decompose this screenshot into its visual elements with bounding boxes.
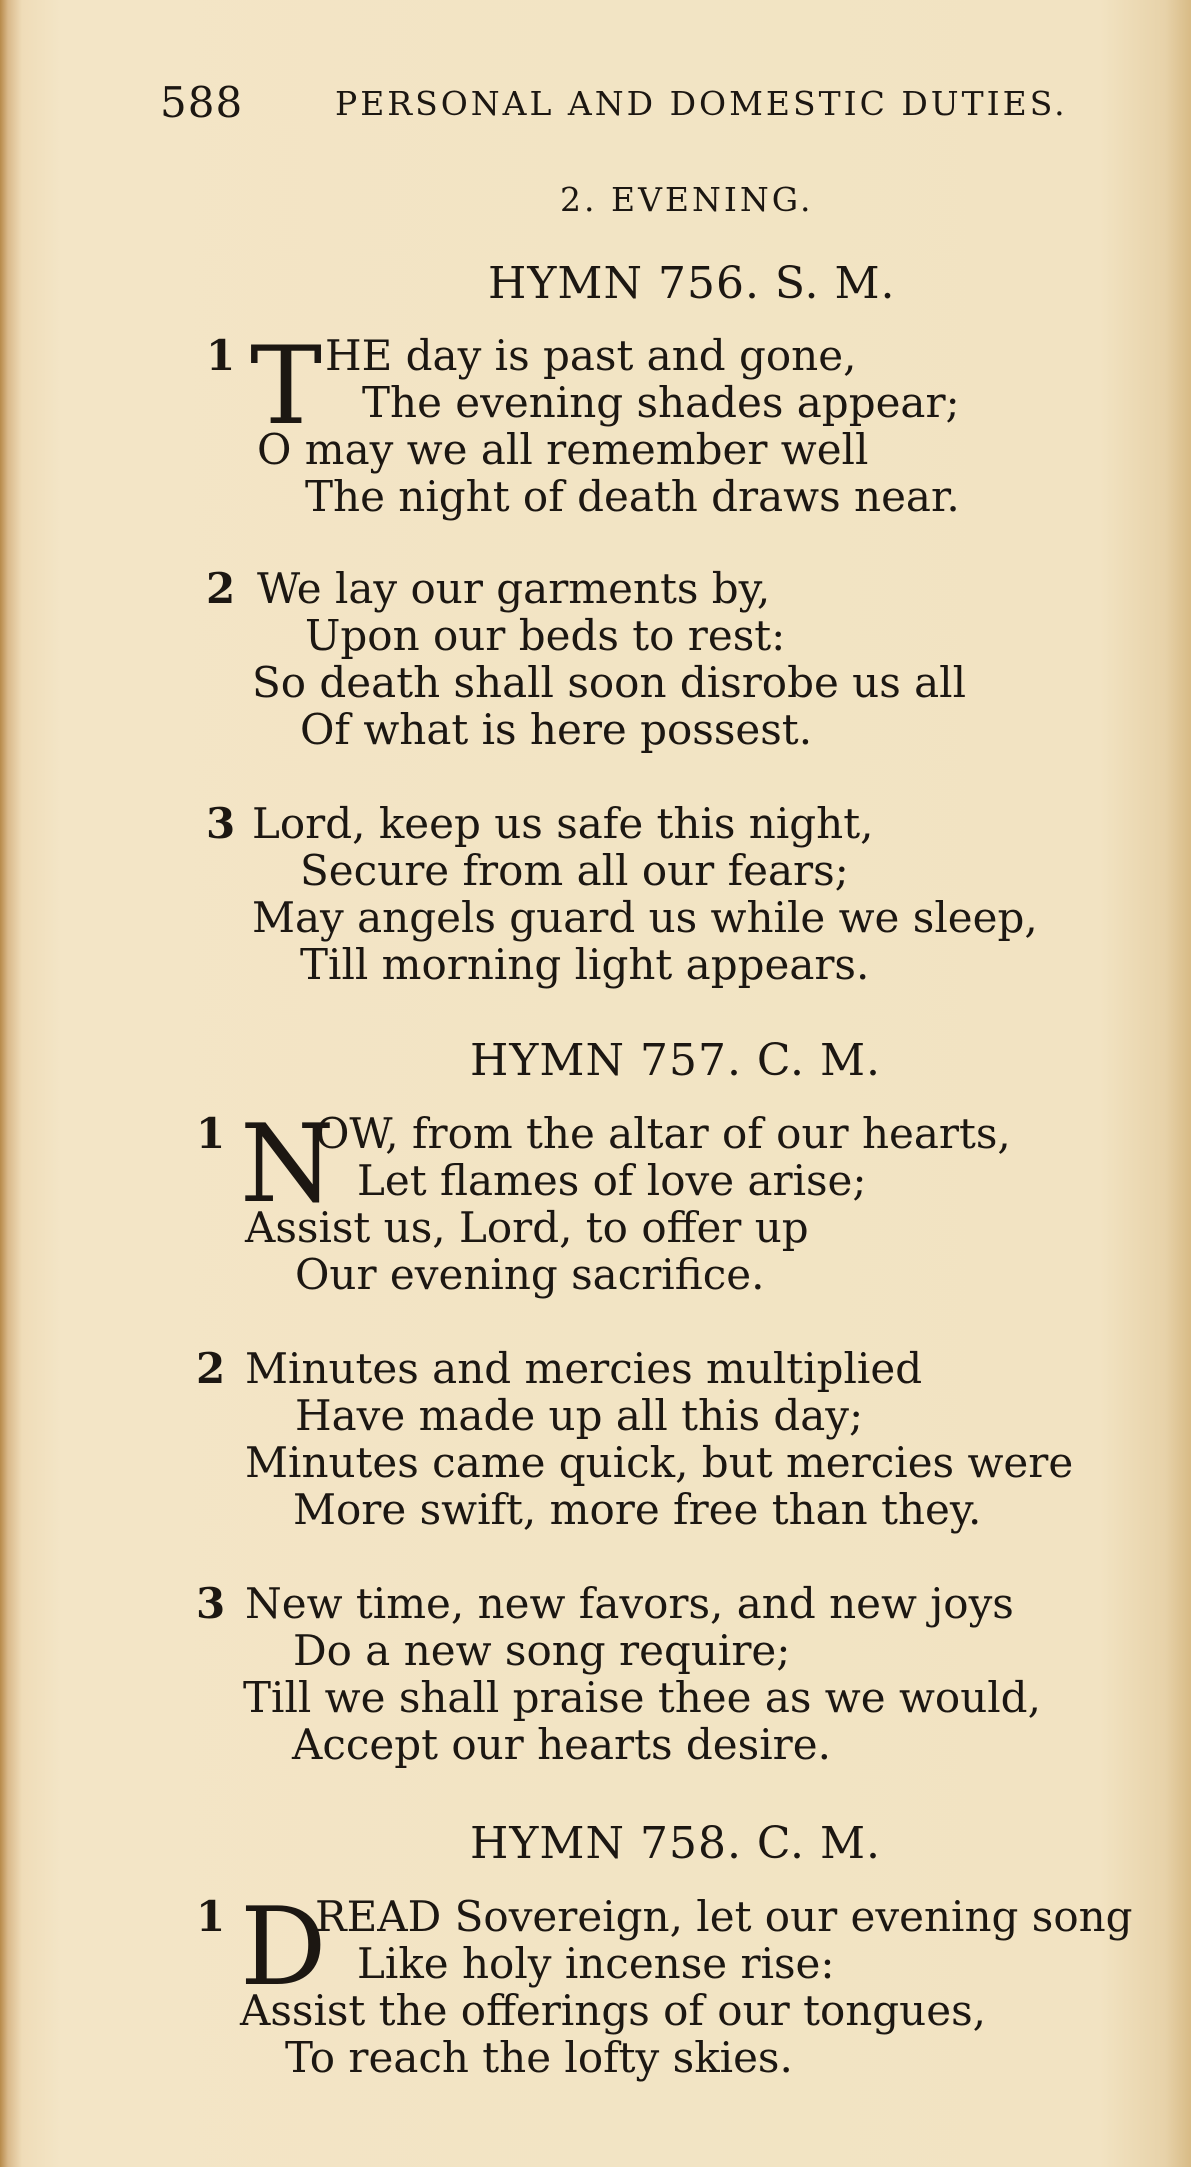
verse-line: Assist us, Lord, to offer up xyxy=(245,1203,809,1252)
verse-line: HE day is past and gone, xyxy=(325,331,857,380)
verse-line: OW, from the altar of our hearts, xyxy=(315,1109,1011,1158)
stanza-number: 2 xyxy=(196,1344,226,1393)
section-heading: 2. EVENING. xyxy=(560,180,814,219)
verse-line: New time, new favors, and new joys xyxy=(245,1579,1014,1628)
verse-line: To reach the lofty skies. xyxy=(285,2033,793,2082)
verse-line: Upon our beds to rest: xyxy=(305,611,786,660)
page-number: 588 xyxy=(160,78,244,127)
verse-line: O may we all remember well xyxy=(257,425,869,474)
hymn-756-title: HYMN 756. S. M. xyxy=(488,258,896,309)
stanza-number: 3 xyxy=(196,1579,226,1628)
verse-line: The evening shades appear; xyxy=(362,378,960,427)
verse-line: More swift, more free than they. xyxy=(293,1485,982,1534)
stanza-number: 3 xyxy=(206,799,236,848)
drop-capital: N xyxy=(240,1102,335,1227)
verse-line: Secure from all our fears; xyxy=(300,846,849,895)
drop-capital: D xyxy=(240,1885,327,2010)
stanza-number: 2 xyxy=(206,564,236,613)
verse-line: Assist the offerings of our tongues, xyxy=(240,1986,986,2035)
verse-line: Till morning light appears. xyxy=(300,940,870,989)
verse-line: May angels guard us while we sleep, xyxy=(252,893,1038,942)
hymn-757-title: HYMN 757. C. M. xyxy=(470,1035,882,1086)
hymn-758-title: HYMN 758. C. M. xyxy=(470,1818,882,1869)
verse-line: Do a new song require; xyxy=(293,1626,791,1675)
verse-line: So death shall soon disrobe us all xyxy=(252,658,967,707)
verse-line: Minutes and mercies multiplied xyxy=(245,1344,923,1393)
verse-line: We lay our garments by, xyxy=(257,564,771,613)
verse-line: Accept our hearts desire. xyxy=(292,1720,831,1769)
stanza-number: 1 xyxy=(206,331,236,380)
verse-line: Like holy incense rise: xyxy=(357,1939,835,1988)
running-title: PERSONAL AND DOMESTIC DUTIES. xyxy=(335,84,1068,123)
verse-line: Till we shall praise thee as we would, xyxy=(243,1673,1041,1722)
drop-capital: T xyxy=(250,324,323,449)
verse-line: The night of death draws near. xyxy=(305,472,960,521)
verse-line: Lord, keep us safe this night, xyxy=(252,799,874,848)
verse-line: Of what is here possest. xyxy=(300,705,813,754)
stanza-number: 1 xyxy=(196,1892,226,1941)
stanza-number: 1 xyxy=(196,1109,226,1158)
verse-line: Let flames of love arise; xyxy=(357,1156,867,1205)
verse-line: READ Sovereign, let our evening song xyxy=(315,1892,1133,1941)
verse-line: Minutes came quick, but mercies were xyxy=(245,1438,1074,1487)
verse-line: Our evening sacrifice. xyxy=(295,1250,765,1299)
verse-line: Have made up all this day; xyxy=(295,1391,864,1440)
